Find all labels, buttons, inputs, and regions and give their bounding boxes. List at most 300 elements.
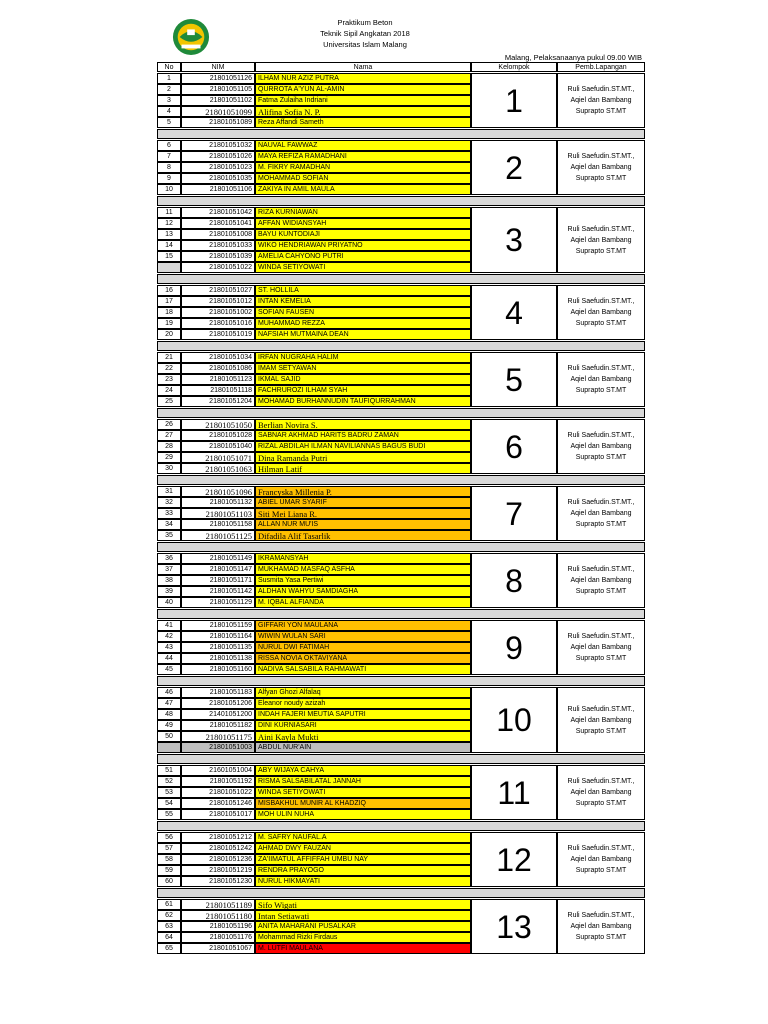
row-nim: 21801051171 — [181, 575, 255, 586]
row-no: 52 — [157, 776, 181, 787]
row-nim: 21801051176 — [181, 932, 255, 943]
row-nim: 21801051003 — [181, 742, 255, 753]
row-name: QURROTA A'YUN AL-AMIN — [255, 84, 471, 95]
row-nim: 21801051158 — [181, 519, 255, 530]
row-name: IKRAMANSYAH — [255, 553, 471, 564]
row-nim: 21801051023 — [181, 162, 255, 173]
group-number-cell — [471, 553, 557, 608]
supervisor-names — [568, 776, 635, 809]
row-no: 33 — [157, 508, 181, 519]
row-nim: 21801051129 — [181, 597, 255, 608]
group-separator — [157, 196, 645, 206]
row-name: Berlian Novira S. — [255, 419, 471, 430]
row-name: NADIVA SALSABILA RAHMAWATI — [255, 664, 471, 675]
row-name: MOHAMAD BURHANNUDIN TAUFIQURRAHMAN — [255, 396, 471, 407]
row-name: Mohammad Rizki Firdaus — [255, 932, 471, 943]
row-name: FACHRUROZI ILHAM SYAH — [255, 385, 471, 396]
row-name: RISMA SALSABILATAL JANNAH — [255, 776, 471, 787]
row-no: 53 — [157, 787, 181, 798]
group-number: 9 — [505, 629, 523, 666]
row-nim: 21801051063 — [181, 463, 255, 474]
row-name: ANITA MAHARANI PUSALKAR — [255, 921, 471, 932]
row-name: NAFSIAH MUTMAINA DEAN — [255, 329, 471, 340]
row-nim: 21801051102 — [181, 95, 255, 106]
row-name: Alfyan Ghozi Alfalaq — [255, 687, 471, 698]
row-no: 48 — [157, 709, 181, 720]
group-number-cell — [471, 352, 557, 407]
row-name: WIKO HENDRIAWAN PRIYATNO — [255, 240, 471, 251]
row-name: IRFAN NUGRAHA HALIM — [255, 352, 471, 363]
row-nim: 21801051125 — [181, 530, 255, 541]
row-nim: 21801051039 — [181, 251, 255, 262]
row-no: 2 — [157, 84, 181, 95]
group-separator — [157, 754, 645, 764]
row-no: 14 — [157, 240, 181, 251]
supervisor-line1: Ruli Saefudin.ST.MT., — [567, 845, 635, 852]
row-no: 61 — [157, 899, 181, 910]
row-nim: 21801051123 — [181, 374, 255, 385]
row-no: 26 — [157, 419, 181, 430]
supervisor-line3: Suprapto ST.MT — [575, 934, 627, 941]
supervisor-line3: Suprapto ST.MT — [575, 655, 627, 662]
supervisor-line1: Ruli Saefudin.ST.MT., — [567, 633, 635, 640]
row-name: INTAN KEMELIA — [255, 296, 471, 307]
row-name: ZA'IIMATUL AFFIFFAH UMBU NAY — [255, 854, 471, 865]
row-name: Sifo Wigati — [255, 899, 471, 910]
title-line-2: Teknik Sipil Angkatan 2018 — [320, 29, 410, 38]
row-nim: 21801051106 — [181, 184, 255, 195]
supervisor-line3: Suprapto ST.MT — [575, 588, 627, 595]
supervisor-line3: Suprapto ST.MT — [575, 521, 627, 528]
group-number-cell — [471, 620, 557, 675]
group-separator — [157, 475, 645, 485]
row-name: Eleanor noudy azizah — [255, 698, 471, 709]
group-number-cell — [471, 765, 557, 820]
row-name: IKMAL SAJID — [255, 374, 471, 385]
row-nim: 21801051189 — [181, 899, 255, 910]
row-no: 21 — [157, 352, 181, 363]
group-number-cell — [471, 419, 557, 474]
row-nim: 21801051086 — [181, 363, 255, 374]
row-no: 23 — [157, 374, 181, 385]
row-nim: 21801051246 — [181, 798, 255, 809]
row-nim: 21801051002 — [181, 307, 255, 318]
group-number-cell — [471, 486, 557, 541]
row-name: SABNAR AKHMAD HARITS BADRU ZAMAN — [255, 430, 471, 441]
row-nim: 21801051192 — [181, 776, 255, 787]
supervisor-cell — [557, 73, 645, 128]
row-no: 40 — [157, 597, 181, 608]
row-name: RISSA NOVIA OKTAVIYANA — [255, 653, 471, 664]
row-nim: 21801051099 — [181, 106, 255, 117]
supervisor-line2: Aqiel dan Bambang — [570, 376, 632, 383]
supervisor-line3: Suprapto ST.MT — [575, 387, 627, 394]
row-no: 37 — [157, 564, 181, 575]
row-no: 51 — [157, 765, 181, 776]
row-no: 55 — [157, 809, 181, 820]
row-name: MUKHAMAD MASFAQ ASFHA — [255, 564, 471, 575]
group-number: 10 — [496, 702, 532, 738]
row-name: Difadila Alif Tasarlik — [255, 530, 471, 541]
group-separator — [157, 408, 645, 418]
row-name: AFFAN WIDIANSYAH — [255, 218, 471, 229]
supervisor-line2: Aqiel dan Bambang — [570, 716, 632, 724]
supervisor-names — [568, 910, 635, 943]
supervisor-names — [568, 363, 635, 396]
supervisor-cell — [557, 553, 645, 608]
group-table — [157, 62, 645, 952]
header-kelompok: Kelompok — [471, 62, 557, 72]
header-no: No — [157, 62, 181, 72]
row-name: Fatma Zulaiha Indriani — [255, 95, 471, 106]
university-logo — [172, 18, 210, 56]
supervisor-line2: Aqiel dan Bambang — [570, 236, 632, 244]
supervisor-line2: Aqiel dan Bambang — [570, 923, 632, 930]
supervisor-line1: Ruli Saefudin.ST.MT., — [567, 365, 635, 372]
row-nim: 21801051204 — [181, 396, 255, 407]
row-no: 11 — [157, 207, 181, 218]
supervisor-names — [568, 704, 635, 737]
row-nim: 21601051004 — [181, 765, 255, 776]
row-name: MAYA REFIZA RAMADHANI — [255, 151, 471, 162]
row-name: ALDHAN WAHYU SAMDIAGHA — [255, 586, 471, 597]
supervisor-line3: Suprapto ST.MT — [575, 867, 627, 874]
row-no: 36 — [157, 553, 181, 564]
row-no: 65 — [157, 943, 181, 954]
row-name: ALLAN NUR MU'IS — [255, 519, 471, 530]
row-name: Siti Mei Liana R. — [255, 508, 471, 519]
supervisor-line3: Suprapto ST.MT — [575, 175, 627, 182]
group-number-cell — [471, 140, 557, 195]
row-name: DINI KURNIASARI — [255, 720, 471, 731]
row-name: NURUL HIKMAYATI — [255, 876, 471, 887]
row-no: 3 — [157, 95, 181, 106]
row-name: ABIEL UMAR SYARIF — [255, 497, 471, 508]
row-no — [157, 742, 181, 753]
row-name: Dina Ramanda Putri — [255, 452, 471, 463]
row-nim: 21801051033 — [181, 240, 255, 251]
supervisor-line2: Aqiel dan Bambang — [570, 510, 632, 517]
row-nim: 21801051159 — [181, 620, 255, 631]
row-nim: 21801051022 — [181, 262, 255, 273]
title-line-1: Praktikum Beton — [337, 18, 393, 27]
row-nim: 21801051175 — [181, 731, 255, 742]
row-no: 9 — [157, 173, 181, 184]
group-number: 3 — [505, 222, 523, 258]
supervisor-line1: Ruli Saefudin.ST.MT., — [567, 778, 635, 785]
supervisor-line2: Aqiel dan Bambang — [570, 309, 632, 316]
supervisor-cell — [557, 352, 645, 407]
row-nim: 21801051206 — [181, 698, 255, 709]
row-name: RENDRA PRAYOGO — [255, 865, 471, 876]
group-number: 1 — [505, 82, 523, 119]
row-no: 19 — [157, 318, 181, 329]
row-name: BAYU KUNTODIAJI — [255, 229, 471, 240]
row-no: 16 — [157, 285, 181, 296]
row-name: M. LUTFI MAULANA — [255, 943, 471, 954]
date-note: Malang, Pelaksanaanya pukul 09.00 WIB — [504, 53, 642, 62]
row-no: 30 — [157, 463, 181, 474]
supervisor-cell — [557, 899, 645, 954]
row-name: SOFIAN FAUSEN — [255, 307, 471, 318]
supervisor-line1: Ruli Saefudin.ST.MT., — [567, 912, 635, 919]
supervisor-line3: Suprapto ST.MT — [575, 800, 627, 807]
row-name: NAUVAL FAWWAZ — [255, 140, 471, 151]
row-no: 24 — [157, 385, 181, 396]
row-nim: 21801051012 — [181, 296, 255, 307]
group-number: 4 — [505, 294, 523, 331]
row-nim: 21801051219 — [181, 865, 255, 876]
supervisor-cell — [557, 620, 645, 675]
group-number-cell — [471, 687, 557, 753]
row-name: Intan Setiawati — [255, 910, 471, 921]
supervisor-cell — [557, 207, 645, 273]
row-nim: 21801051034 — [181, 352, 255, 363]
row-nim: 21801051027 — [181, 285, 255, 296]
row-nim: 21801051164 — [181, 631, 255, 642]
supervisor-names — [568, 631, 635, 664]
group-separator — [157, 821, 645, 831]
row-name: ABY WIJAYA CAHYA — [255, 765, 471, 776]
row-no: 49 — [157, 720, 181, 731]
row-name: ABDUL NUR'AIN — [255, 742, 471, 753]
row-no: 1 — [157, 73, 181, 84]
row-no: 64 — [157, 932, 181, 943]
row-name: WIWIN WULAN SARI — [255, 631, 471, 642]
row-no: 5 — [157, 117, 181, 128]
row-name: AMELIA CAHYONO PUTRI — [255, 251, 471, 262]
row-no: 15 — [157, 251, 181, 262]
row-nim: 21801051040 — [181, 441, 255, 452]
supervisor-line2: Aqiel dan Bambang — [570, 97, 632, 104]
supervisor-names — [568, 296, 635, 329]
group-separator — [157, 542, 645, 552]
row-nim: 21801051242 — [181, 843, 255, 854]
row-nim: 21801051016 — [181, 318, 255, 329]
row-no: 10 — [157, 184, 181, 195]
supervisor-line1: Ruli Saefudin.ST.MT., — [567, 432, 635, 439]
row-no: 44 — [157, 653, 181, 664]
row-no: 20 — [157, 329, 181, 340]
group-number: 2 — [505, 149, 523, 186]
row-no: 56 — [157, 832, 181, 843]
row-no: 38 — [157, 575, 181, 586]
group-separator — [157, 129, 645, 139]
row-nim: 21801051041 — [181, 218, 255, 229]
supervisor-line3: Suprapto ST.MT — [575, 108, 627, 115]
supervisor-names — [568, 564, 635, 597]
row-no: 6 — [157, 140, 181, 151]
row-nim: 21801051028 — [181, 430, 255, 441]
group-number: 5 — [505, 361, 523, 398]
row-name: MISBAKHUL MUNIR AL KHADZIQ — [255, 798, 471, 809]
supervisor-line2: Aqiel dan Bambang — [570, 644, 632, 651]
supervisor-line2: Aqiel dan Bambang — [570, 789, 632, 796]
row-nim: 21801051035 — [181, 173, 255, 184]
row-nim: 21801051022 — [181, 787, 255, 798]
supervisor-names — [568, 843, 635, 876]
group-number-cell — [471, 832, 557, 887]
group-number-cell — [471, 73, 557, 128]
row-no: 63 — [157, 921, 181, 932]
group-separator — [157, 888, 645, 898]
row-name: INDAH FAJERI MEUTIA SAPUTRI — [255, 709, 471, 720]
row-no: 27 — [157, 430, 181, 441]
header-nama: Nama — [255, 62, 471, 72]
row-nim: 21801051096 — [181, 486, 255, 497]
row-no: 34 — [157, 519, 181, 530]
row-name: ZAKIYA IN AMIL MAULA — [255, 184, 471, 195]
row-no: 47 — [157, 698, 181, 709]
row-nim: 21801051067 — [181, 943, 255, 954]
row-nim: 21801051050 — [181, 419, 255, 430]
row-name: M. FIKRY RAMADHAN — [255, 162, 471, 173]
supervisor-cell — [557, 285, 645, 340]
row-nim: 21801051105 — [181, 84, 255, 95]
row-nim: 21801051132 — [181, 497, 255, 508]
row-name: MUHAMMAD REZZA — [255, 318, 471, 329]
row-nim: 21801051008 — [181, 229, 255, 240]
row-no: 18 — [157, 307, 181, 318]
supervisor-cell — [557, 486, 645, 541]
supervisor-cell — [557, 140, 645, 195]
supervisor-names — [568, 497, 635, 530]
group-separator — [157, 341, 645, 351]
row-nim: 21801051160 — [181, 664, 255, 675]
supervisor-line3: Suprapto ST.MT — [575, 247, 627, 255]
row-nim: 21801051042 — [181, 207, 255, 218]
supervisor-line1: Ruli Saefudin.ST.MT., — [567, 298, 635, 305]
row-nim: 21801051026 — [181, 151, 255, 162]
supervisor-line3: Suprapto ST.MT — [575, 320, 627, 327]
row-no: 7 — [157, 151, 181, 162]
row-no: 41 — [157, 620, 181, 631]
row-nim: 21801051142 — [181, 586, 255, 597]
row-no: 62 — [157, 910, 181, 921]
group-separator — [157, 274, 645, 284]
group-number: 8 — [505, 562, 523, 599]
supervisor-cell — [557, 765, 645, 820]
supervisor-line1: Ruli Saefudin.ST.MT., — [567, 153, 635, 160]
supervisor-line1: Ruli Saefudin.ST.MT., — [567, 225, 635, 233]
row-no: 50 — [157, 731, 181, 742]
row-no: 22 — [157, 363, 181, 374]
group-number: 6 — [505, 428, 523, 465]
row-name: AHMAD DWY FAUZAN — [255, 843, 471, 854]
row-no: 25 — [157, 396, 181, 407]
row-no: 46 — [157, 687, 181, 698]
row-name: Susmita Yasa Pertiwi — [255, 575, 471, 586]
row-nim: 21801051126 — [181, 73, 255, 84]
row-name: Francyska Millenia P. — [255, 486, 471, 497]
supervisor-line1: Ruli Saefudin.ST.MT., — [567, 705, 635, 713]
supervisor-names — [568, 151, 635, 184]
supervisor-cell — [557, 419, 645, 474]
group-separator — [157, 676, 645, 686]
row-nim: 21801051147 — [181, 564, 255, 575]
row-nim: 21801051236 — [181, 854, 255, 865]
row-no — [157, 262, 181, 273]
row-name: IMAM SETYAWAN — [255, 363, 471, 374]
row-name: M. IQBAL ALFIANDA — [255, 597, 471, 608]
supervisor-names — [568, 430, 635, 463]
supervisor-cell — [557, 832, 645, 887]
group-number: 7 — [505, 495, 523, 532]
row-name: GIFFARI YON MAULANA — [255, 620, 471, 631]
row-no: 12 — [157, 218, 181, 229]
row-no: 31 — [157, 486, 181, 497]
row-nim: 21801051182 — [181, 720, 255, 731]
row-name: ST. HOLLILA — [255, 285, 471, 296]
group-separator — [157, 609, 645, 619]
row-nim: 21801051183 — [181, 687, 255, 698]
group-number: 12 — [496, 841, 532, 878]
row-name: MOH ULIN NUHA — [255, 809, 471, 820]
supervisor-line2: Aqiel dan Bambang — [570, 856, 632, 863]
supervisor-names — [568, 224, 635, 257]
row-no: 17 — [157, 296, 181, 307]
row-no: 35 — [157, 530, 181, 541]
row-no: 58 — [157, 854, 181, 865]
row-nim: 21801051196 — [181, 921, 255, 932]
row-nim: 21801051135 — [181, 642, 255, 653]
row-no: 13 — [157, 229, 181, 240]
header-pemb: Pemb.Lapangan — [557, 62, 645, 72]
row-name: Reza Affandi Sameth — [255, 117, 471, 128]
row-no: 4 — [157, 106, 181, 117]
row-nim: 21801051180 — [181, 910, 255, 921]
row-nim: 21801051212 — [181, 832, 255, 843]
row-nim: 21801051089 — [181, 117, 255, 128]
supervisor-names — [568, 84, 635, 117]
row-no: 28 — [157, 441, 181, 452]
row-no: 29 — [157, 452, 181, 463]
row-name: RIZA KURNIAWAN — [255, 207, 471, 218]
row-no: 45 — [157, 664, 181, 675]
row-name: RIZAL ABDILAH ILMAN NAVILIANNAS BAGUS BUDI — [255, 441, 471, 452]
supervisor-line2: Aqiel dan Bambang — [570, 577, 632, 584]
group-number: 11 — [497, 774, 531, 811]
row-nim: 21801051149 — [181, 553, 255, 564]
supervisor-line2: Aqiel dan Bambang — [570, 443, 632, 450]
row-name: M. SAFRY NAUFAL.A — [255, 832, 471, 843]
row-name: Aini Kayla Mukti — [255, 731, 471, 742]
row-no: 8 — [157, 162, 181, 173]
supervisor-line1: Ruli Saefudin.ST.MT., — [567, 499, 635, 506]
row-name: ILHAM NUR AZIZ PUTRA — [255, 73, 471, 84]
title-line-3: Universitas Islam Malang — [323, 40, 407, 49]
row-nim: 21801051071 — [181, 452, 255, 463]
row-name: Hilman Latif — [255, 463, 471, 474]
row-nim: 21801051230 — [181, 876, 255, 887]
row-nim: 21801051138 — [181, 653, 255, 664]
supervisor-line1: Ruli Saefudin.ST.MT., — [567, 566, 635, 573]
row-nim: 21801051032 — [181, 140, 255, 151]
row-name: MOHAMMAD SOFIAN — [255, 173, 471, 184]
row-name: WINDA SETIYOWATI — [255, 787, 471, 798]
row-no: 32 — [157, 497, 181, 508]
supervisor-line3: Suprapto ST.MT — [575, 727, 627, 735]
row-nim: 21401051200 — [181, 709, 255, 720]
group-number-cell — [471, 899, 557, 954]
supervisor-cell — [557, 687, 645, 753]
group-number-cell — [471, 207, 557, 273]
row-nim: 21801051017 — [181, 809, 255, 820]
row-name: WINDA SETIYOWATI — [255, 262, 471, 273]
supervisor-line3: Suprapto ST.MT — [575, 454, 627, 461]
group-number: 13 — [496, 908, 532, 945]
row-name: Alifina Sofia N. P. — [255, 106, 471, 117]
